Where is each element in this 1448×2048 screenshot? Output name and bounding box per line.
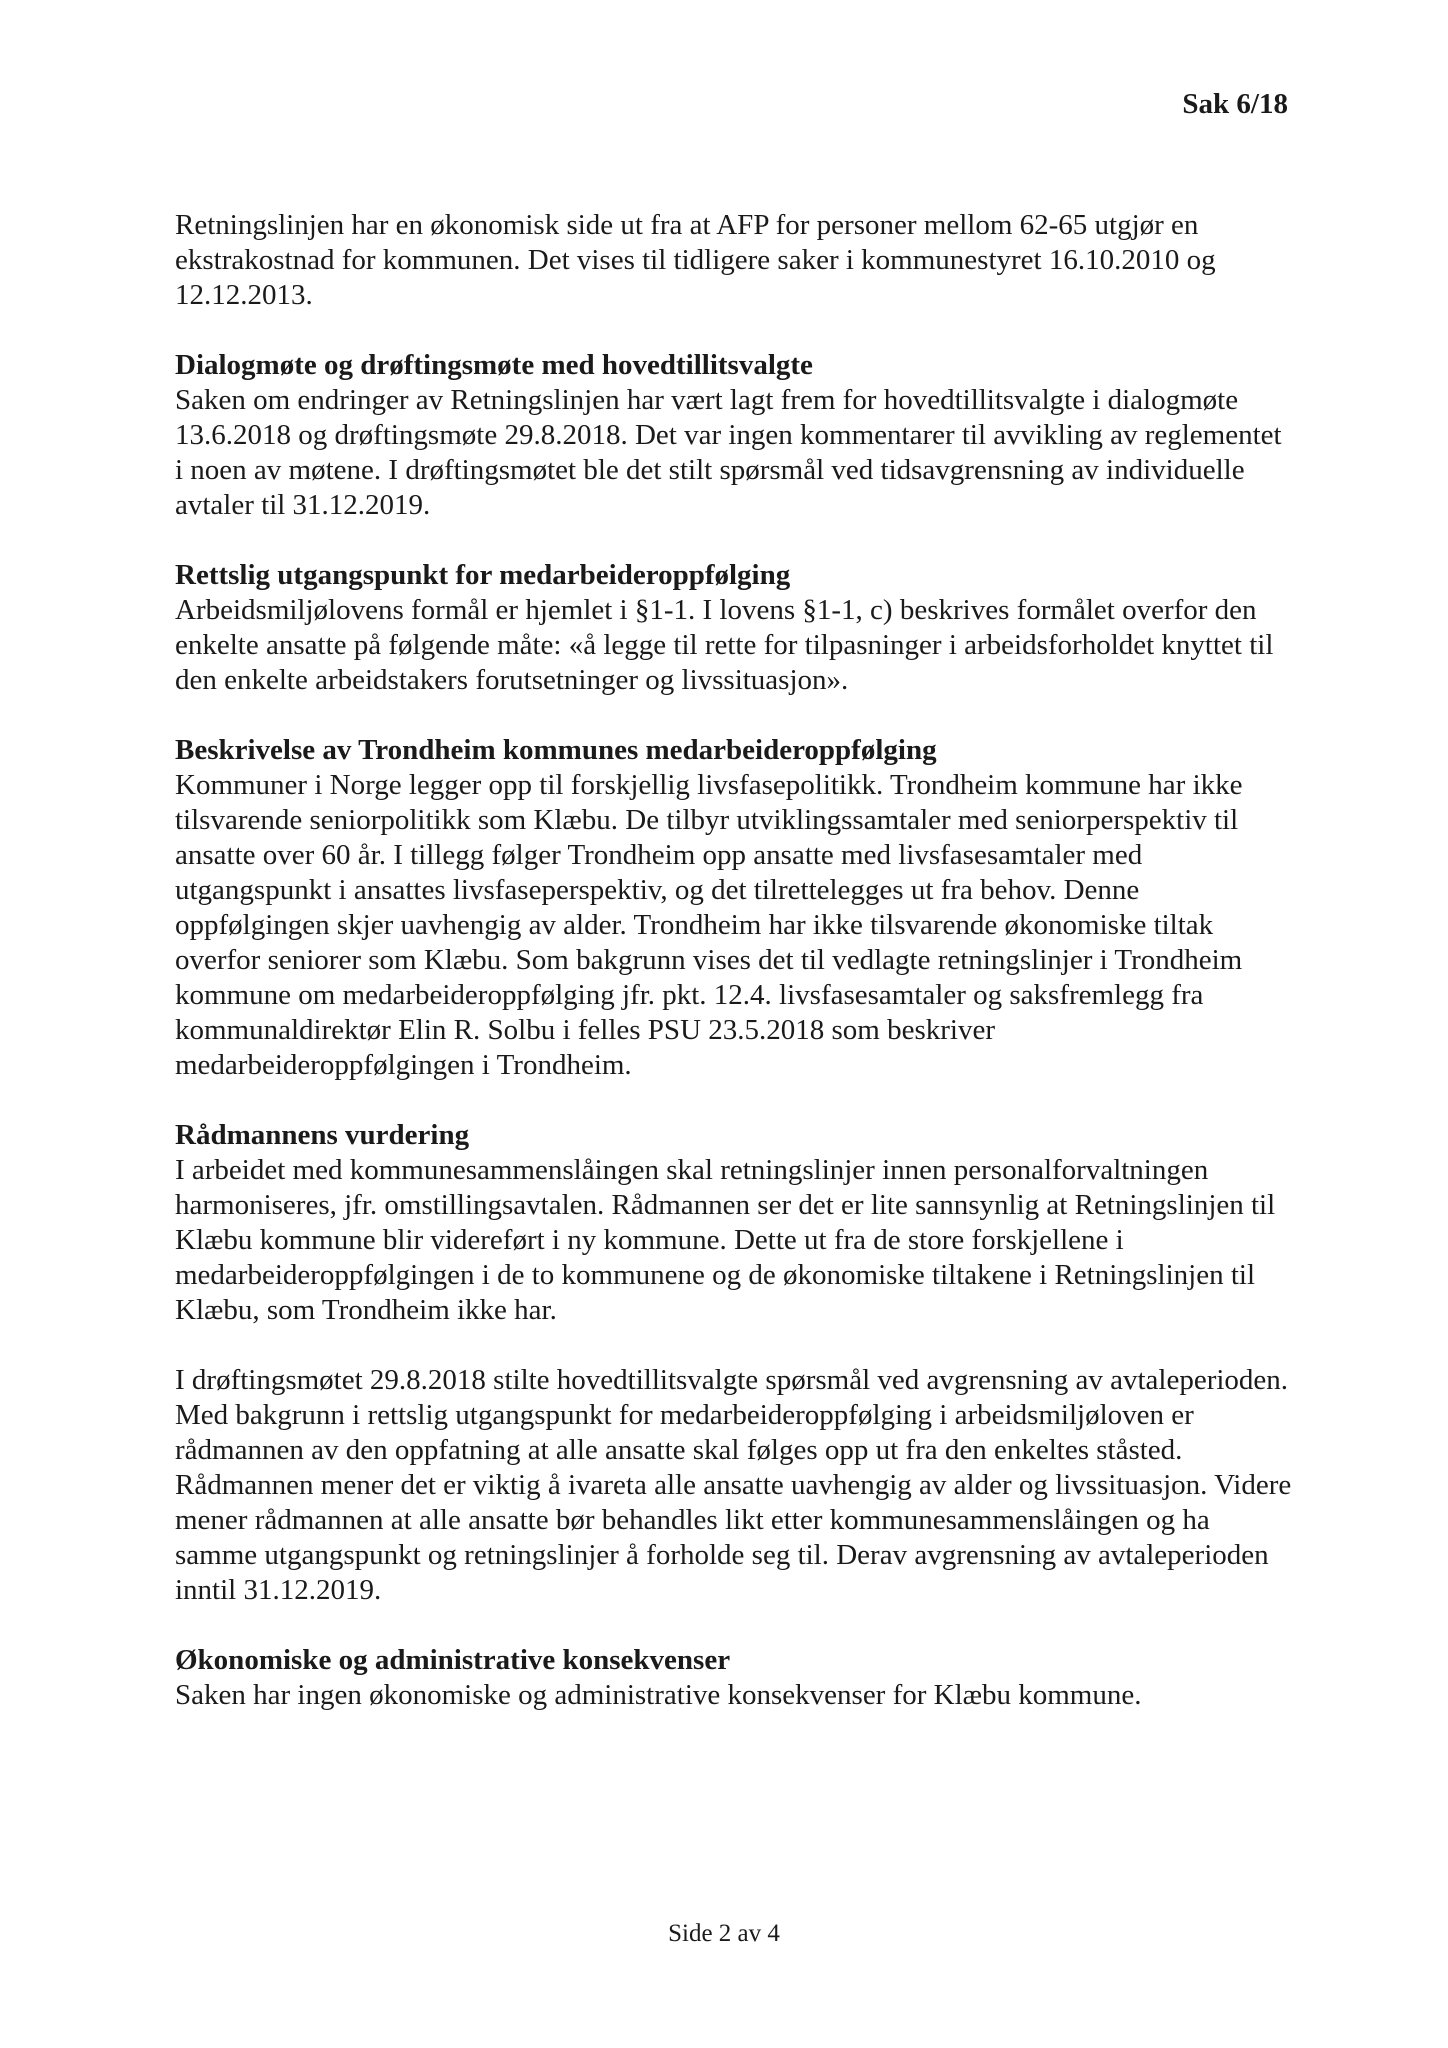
- case-number: Sak 6/18: [1182, 88, 1288, 120]
- section-rettslig-utgangspunkt: [175, 558, 1295, 698]
- section-paragraph: Arbeidsmiljølovens formål er hjemlet i §1-1. I lovens §1-1, c) beskrives formålet overfor den enkelte ansatte på følgende måte: «å legge til rette for tilpasninger i arbeidsforholdet knyttet til den enkelte arbeidstakers forutsetninger og livssituasjon».: [175, 594, 1274, 696]
- document-body: [175, 208, 1295, 1713]
- section-heading: Rådmannens vurdering: [175, 1119, 470, 1151]
- section-paragraph: I arbeidet med kommunesammenslåingen skal retningslinjer innen personalforvaltningen harmoniseres, jfr. omstillingsavtalen. Rådmannen ser det er lite sannsynlig at Retningslinjen til Klæbu kommune blir videreført i ny kommune. Dette ut fra de store forskjellene i medarbeideroppfølgingen i de to kommunene og de økonomiske tiltakene i Retningslinjen til Klæbu, som Trondheim ikke har.: [175, 1154, 1276, 1326]
- section-konsekvenser: [175, 1643, 1295, 1713]
- section-paragraph: Kommuner i Norge legger opp til forskjellig livsfasepolitikk. Trondheim kommune har ikke tilsvarende seniorpolitikk som Klæbu. De tilbyr utviklingssamtaler med seniorperspektiv til ansatte over 60 år. I tillegg følger Trondheim opp ansatte med livsfasesamtaler med utgangspunkt i ansattes livsfaseperspektiv, og det tilrettelegges ut fra behov. Denne oppfølgingen skjer uavhengig av alder. Trondheim har ikke tilsvarende økonomiske tiltak overfor seniorer som Klæbu. Som bakgrunn vises det til vedlagte retningslinjer i Trondheim kommune om medarbeideroppfølging jfr. pkt. 12.4. livsfasesamtaler og saksfremlegg fra kommunaldirektør Elin R. Solbu i felles PSU 23.5.2018 som beskriver medarbeideroppfølgingen i Trondheim.: [175, 769, 1243, 1081]
- section-heading: Beskrivelse av Trondheim kommunes medarbeideroppfølging: [175, 734, 937, 766]
- section-heading: Dialogmøte og drøftingsmøte med hovedtillitsvalgte: [175, 349, 813, 381]
- section-trondheim-oppfolging: [175, 733, 1295, 1083]
- section-heading: Rettslig utgangspunkt for medarbeideroppfølging: [175, 559, 791, 591]
- page-number: Side 2 av 4: [668, 1920, 780, 1947]
- section-paragraph: Saken om endringer av Retningslinjen har vært lagt frem for hovedtillitsvalgte i dialogmøte 13.6.2018 og drøftingsmøte 29.8.2018. Det var ingen kommentarer til avvikling av reglementet i noen av møtene. I drøftingsmøtet ble det stilt spørsmål ved tidsavgrensning av individuelle avtaler til 31.12.2019.: [175, 384, 1282, 521]
- intro-paragraph: Retningslinjen har en økonomisk side ut fra at AFP for personer mellom 62-65 utgjør en ekstrakostnad for kommunen. Det vises til tidligere saker i kommunestyret 16.10.2010 og 12.12.2013.: [175, 209, 1216, 311]
- section-dialogmote: [175, 348, 1295, 523]
- section-paragraph: Saken har ingen økonomiske og administrative konsekvenser for Klæbu kommune.: [175, 1679, 1142, 1711]
- section-radmannens-vurdering: [175, 1118, 1295, 1328]
- section-paragraph: Med bakgrunn i rettslig utgangspunkt for medarbeideroppfølging i arbeidsmiljøloven er rådmannen av den oppfatning at alle ansatte skal følges opp ut fra den enkeltes ståsted. Rådmannen mener det er viktig å ivareta alle ansatte uavhengig av alder og livssituasjon. Videre mener rådmannen at alle ansatte bør behandles likt etter kommunesammenslåingen og ha samme utgangspunkt og retningslinjer å forholde seg til. Derav avgrensning av avtaleperioden inntil 31.12.2019.: [175, 1399, 1292, 1606]
- section-heading: Økonomiske og administrative konsekvenser: [175, 1644, 731, 1676]
- section-paragraph: I drøftingsmøtet 29.8.2018 stilte hovedtillitsvalgte spørsmål ved avgrensning av avtaleperioden.: [175, 1364, 1289, 1396]
- section-avtaleperioden: [175, 1363, 1295, 1608]
